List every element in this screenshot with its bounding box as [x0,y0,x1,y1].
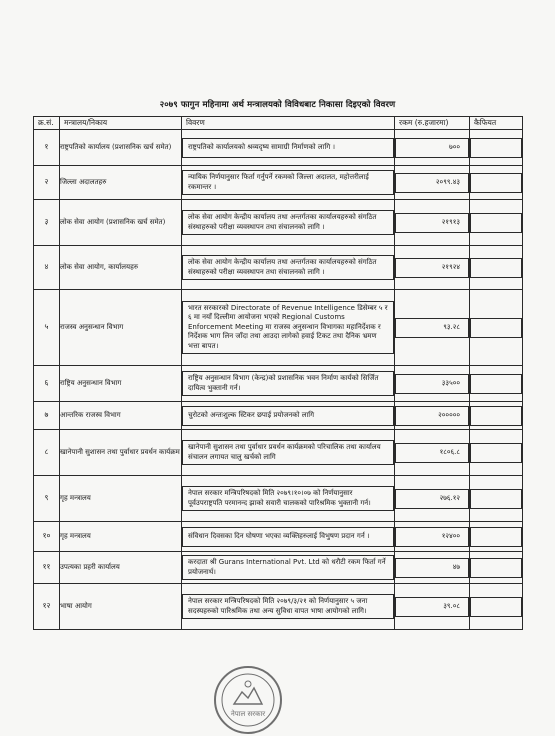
row-details: खानेपानी सुशासन तथा पुर्वाधार प्रवर्धन कार्यक्रमको परिचालिक तथा कार्यालय संचालन लगायत चालु खर्चको लागि [182,440,394,465]
row-office: राष्ट्रिय अनुसन्धान विभाग [60,366,182,402]
header-details: विवरण [182,117,395,130]
row-office: जिल्ला अदालतहरु [60,166,182,200]
row-remarks [470,558,522,578]
row-amount: २१९२४ [395,258,469,278]
disbursement-table [33,116,523,630]
row-remarks [470,173,522,193]
table-row [34,366,523,402]
row-office: लोक सेवा आयोग (प्रशासनिक खर्च समेत) [60,200,182,246]
row-amount: ३३५०० [395,374,469,394]
row-details: संविधान दिवसका दिन घोषणा भएका व्यक्तिहरुलाई विभुषण प्रदान गर्न । [182,527,394,547]
row-remarks [470,443,522,463]
row-sn: ११ [34,552,60,584]
table-row [34,200,523,246]
row-sn: १२ [34,584,60,630]
row-sn: २ [34,166,60,200]
table-row [34,584,523,630]
row-office: उपत्यका प्रहरी कार्यालय [60,552,182,584]
row-remarks [470,213,522,233]
row-remarks [470,374,522,394]
table-row [34,430,523,476]
header-sn: क्र.सं. [34,117,60,130]
row-sn: ३ [34,200,60,246]
row-amount: २१९१३ [395,213,469,233]
header-amount: रकम (रु.हजारमा) [395,117,470,130]
row-office: लोक सेवा आयोग, कार्यालयहरु [60,246,182,290]
row-sn: ४ [34,246,60,290]
row-office: राष्ट्रपतिको कार्यालय (प्रशासनिक खर्च समेत) [60,130,182,166]
table-row [34,476,523,522]
row-amount: ४७ [395,558,469,578]
row-remarks [470,406,522,426]
row-details: नेपाल सरकार मन्त्रिपरिषदको मिति २०७९।१०।०७ को निर्णयानुसार पूर्वउपराष्ट्रपति परमानन्द झाको सवारी चालकको पारिश्रमिक भुक्तानी गर्न। [182,486,394,511]
row-sn: १ [34,130,60,166]
table-row [34,552,523,584]
row-sn: ७ [34,402,60,430]
row-amount: ९३.२८ [395,318,469,338]
table-header-row [34,117,523,130]
table-row [34,166,523,200]
table-row [34,246,523,290]
header-office: मन्त्रालय/निकाय [60,117,182,130]
row-remarks [470,138,522,158]
row-sn: १० [34,522,60,552]
row-amount: २००००० [395,406,469,426]
row-sn: ६ [34,366,60,402]
page-title: २०७९ फागुन महिनामा अर्थ मन्त्रालयको विविधबाट निकासा दिइएको विवरण [159,100,396,110]
row-details: लोक सेवा आयोग केन्द्रीय कार्यालय तथा अन्तर्गतका कार्यालयहरुको संगठित संस्थाहरुको परीक्षा व्यवस्थापन तथा संचालनको लागि । [182,210,394,235]
row-amount: १८०६.८ [395,443,469,463]
row-details: करदाता श्री Gurans International Pvt. Ltd को धरौटी रकम फिर्ता गर्ने प्रयोजनार्थ। [182,555,394,580]
row-office: आन्तरिक राजस्व विभाग [60,402,182,430]
row-office: गृह मन्त्रालय [60,522,182,552]
row-remarks [470,527,522,547]
row-remarks [470,318,522,338]
row-sn: ८ [34,430,60,476]
row-details: लोक सेवा आयोग केन्द्रीय कार्यालय तथा अन्तर्गतका कार्यालयहरुको संगठित संस्थाहरुको परीक्षा व्यवस्थापन तथा संचालनको लागि । [182,255,394,280]
row-sn: ९ [34,476,60,522]
row-details: राष्ट्रिय अनुसन्धान विभाग (केन्द्र)को प्रशासनिक भवन निर्माण कार्यको सिर्जित दायित्व भुक्तानी गर्न। [182,371,394,396]
row-sn: ५ [34,290,60,366]
row-remarks [470,597,522,617]
row-details: राष्ट्रपतिको कार्यालयको श्रव्यदृष्य सामाग्री निर्माणको लागि । [182,138,394,158]
row-details: नेपाल सरकार मन्त्रिपरिषदको मिति २०७९/३/२१ को निर्णयानुसार ५ जना सदस्यहरुको पारिश्रमिक तथा अन्य सुविधा वापत भाषा आयोगको लागि। [182,594,394,619]
row-remarks [470,258,522,278]
seal-text: नेपाल सरकार [230,710,266,718]
row-office: खानेपानी सुशासन तथा पुर्वाधार प्रवर्धन कार्यक्रम [60,430,182,476]
table-row [34,290,523,366]
row-amount: २०९९.४३ [395,173,469,193]
government-seal-icon [212,664,284,736]
row-amount: ३९.०८ [395,597,469,617]
table-row [34,130,523,166]
row-remarks [470,489,522,509]
table-row [34,522,523,552]
row-office: गृह मन्त्रालय [60,476,182,522]
table-row [34,402,523,430]
row-details: चुरोटको अन्तःशुल्क स्टिकर छपाई प्रयोजनको लागि [182,406,394,426]
row-amount: २७६.१२ [395,489,469,509]
row-details: न्यायिक निर्णयानुसार फिर्ता गर्नुपर्ने रकमको जिल्ला अदालत, महोत्तरीलाई रकमान्तर । [182,170,394,195]
row-office: राजस्व अनुसन्धान विभाग [60,290,182,366]
row-amount: ७०० [395,138,469,158]
row-office: भाषा आयोग [60,584,182,630]
row-amount: १२४०० [395,527,469,547]
header-remarks: कैफियत [470,117,523,130]
row-details: भारत सरकारको Directorate of Revenue Intelligence डिसेम्बर ५ र ६ मा नयाँ दिल्लीमा आयोजना भएको Regional Customs Enforcement Meeting मा राजस्व अनुसन्धान विभागका महानिर्देशक र निर्देशक भाग लिन जाँदा तथा आउदा लागेको हवाई टिकट तथा दैनिक भ्रमण भत्ता बापत। [182,301,394,354]
